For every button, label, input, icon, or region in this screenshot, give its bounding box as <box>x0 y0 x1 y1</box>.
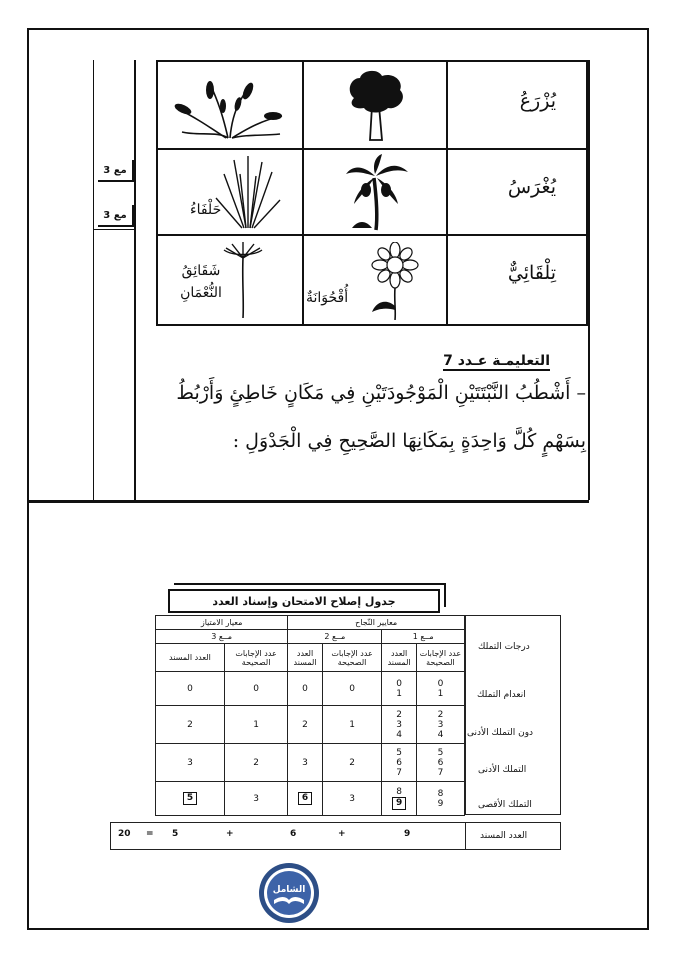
tree-icon <box>344 68 408 142</box>
total-c3: 5 <box>172 829 179 839</box>
criterion-badge: مع 3 <box>98 160 134 182</box>
badge-divider <box>93 229 134 230</box>
school-logo-icon <box>258 862 320 924</box>
cell: 3 <box>156 744 225 782</box>
cell: 3 <box>322 782 382 816</box>
cell: 2 <box>156 706 225 744</box>
cell: 1 <box>224 706 287 744</box>
mastery-level: التملك الأقصى <box>478 800 532 810</box>
col-score: العدد المسند <box>288 644 323 672</box>
wheat-icon <box>168 76 292 140</box>
equals-sign: = <box>146 829 154 839</box>
cell: 5 <box>156 782 225 816</box>
plants-table <box>156 60 588 326</box>
total-c1: 9 <box>404 829 411 839</box>
cell: 0 1 <box>416 672 464 706</box>
total-c2: 6 <box>290 829 297 839</box>
cell: 2 3 4 <box>382 706 417 744</box>
totals-label: العدد المسند <box>480 831 528 841</box>
cell: 5 6 7 <box>416 744 464 782</box>
mastery-level: التملك الأدنى <box>478 765 527 775</box>
instruction-line: بِسَهْمٍ كُلَّ وَاحِدَةٍ بِمَكَانِهَا الصَّحِيحِ فِي الْجَدْوَلِ : <box>232 430 586 452</box>
cell: 5 6 7 <box>382 744 417 782</box>
cell: 0 <box>322 672 382 706</box>
margin-line-left <box>93 60 94 500</box>
col-score: العدد المسند <box>382 644 417 672</box>
col-correct: عدد الإجابات الصحيحة <box>224 644 287 672</box>
cell: 3 <box>224 782 287 816</box>
plant-label: أُقْحُوَانَةٌ <box>306 290 349 306</box>
cell: 3 <box>288 744 323 782</box>
plus-sign: + <box>338 829 346 839</box>
margin-line-right <box>588 60 590 500</box>
col-correct: عدد الإجابات الصحيحة <box>322 644 382 672</box>
col-score: العدد المسند <box>156 644 225 672</box>
cell: 2 <box>224 744 287 782</box>
row-verb: تِلْقَائِيٌّ <box>507 262 556 284</box>
instruction-line: – أَشْطُبُ النَّبْتَتَيْنِ الْمَوْجُودَتَيْنِ فِي مَكَانٍ خَاطِئٍ وَأَرْبُطُ <box>176 382 586 404</box>
plant-label: شَقَائِقُ النُّعْمَانِ <box>180 263 222 301</box>
plus-sign: + <box>226 829 234 839</box>
margin-line <box>134 60 136 500</box>
row-verb: يُزْرَعُ <box>519 90 556 112</box>
cell: 2 <box>322 744 382 782</box>
svg-text:الشامل: الشامل <box>272 885 306 895</box>
cell: 1 <box>322 706 382 744</box>
daisy-icon <box>362 242 428 320</box>
grading-caption: جدول إصلاح الامتحان وإسناد العدد <box>168 589 440 613</box>
reeds-icon <box>206 154 286 230</box>
cell: 0 <box>156 672 225 706</box>
cell: 0 <box>288 672 323 706</box>
cell: 0 1 <box>382 672 417 706</box>
criterion-badge: مع 3 <box>98 205 134 227</box>
cell: 8 9 <box>416 782 464 816</box>
grading-table <box>155 615 465 816</box>
col-correct: عدد الإجابات الصحيحة <box>416 644 464 672</box>
cell: 2 <box>288 706 323 744</box>
cell: 0 <box>224 672 287 706</box>
mastery-header: درجات التملك <box>478 642 530 652</box>
cell: 8 9 <box>382 782 417 816</box>
plant-label: حَلْفَاءُ <box>190 202 222 218</box>
mastery-level: دون التملك الأدنى <box>467 728 534 738</box>
grand-total: 20 <box>118 829 131 839</box>
cell: 6 <box>288 782 323 816</box>
criterion-header: مــع 2 <box>288 630 382 644</box>
palm-tree-icon <box>342 154 412 232</box>
instruction-title: التعليمـة عـدد 7 <box>443 353 550 369</box>
cell: 2 3 4 <box>416 706 464 744</box>
mastery-level: انعدام التملك <box>477 690 526 700</box>
row-verb: يُغْرَسُ <box>507 176 556 198</box>
excellence-header: معيار الامتياز <box>156 616 288 630</box>
criterion-header: مــع 1 <box>382 630 465 644</box>
criterion-header: مــع 3 <box>156 630 288 644</box>
success-header: معايير النّجاح <box>288 616 465 630</box>
